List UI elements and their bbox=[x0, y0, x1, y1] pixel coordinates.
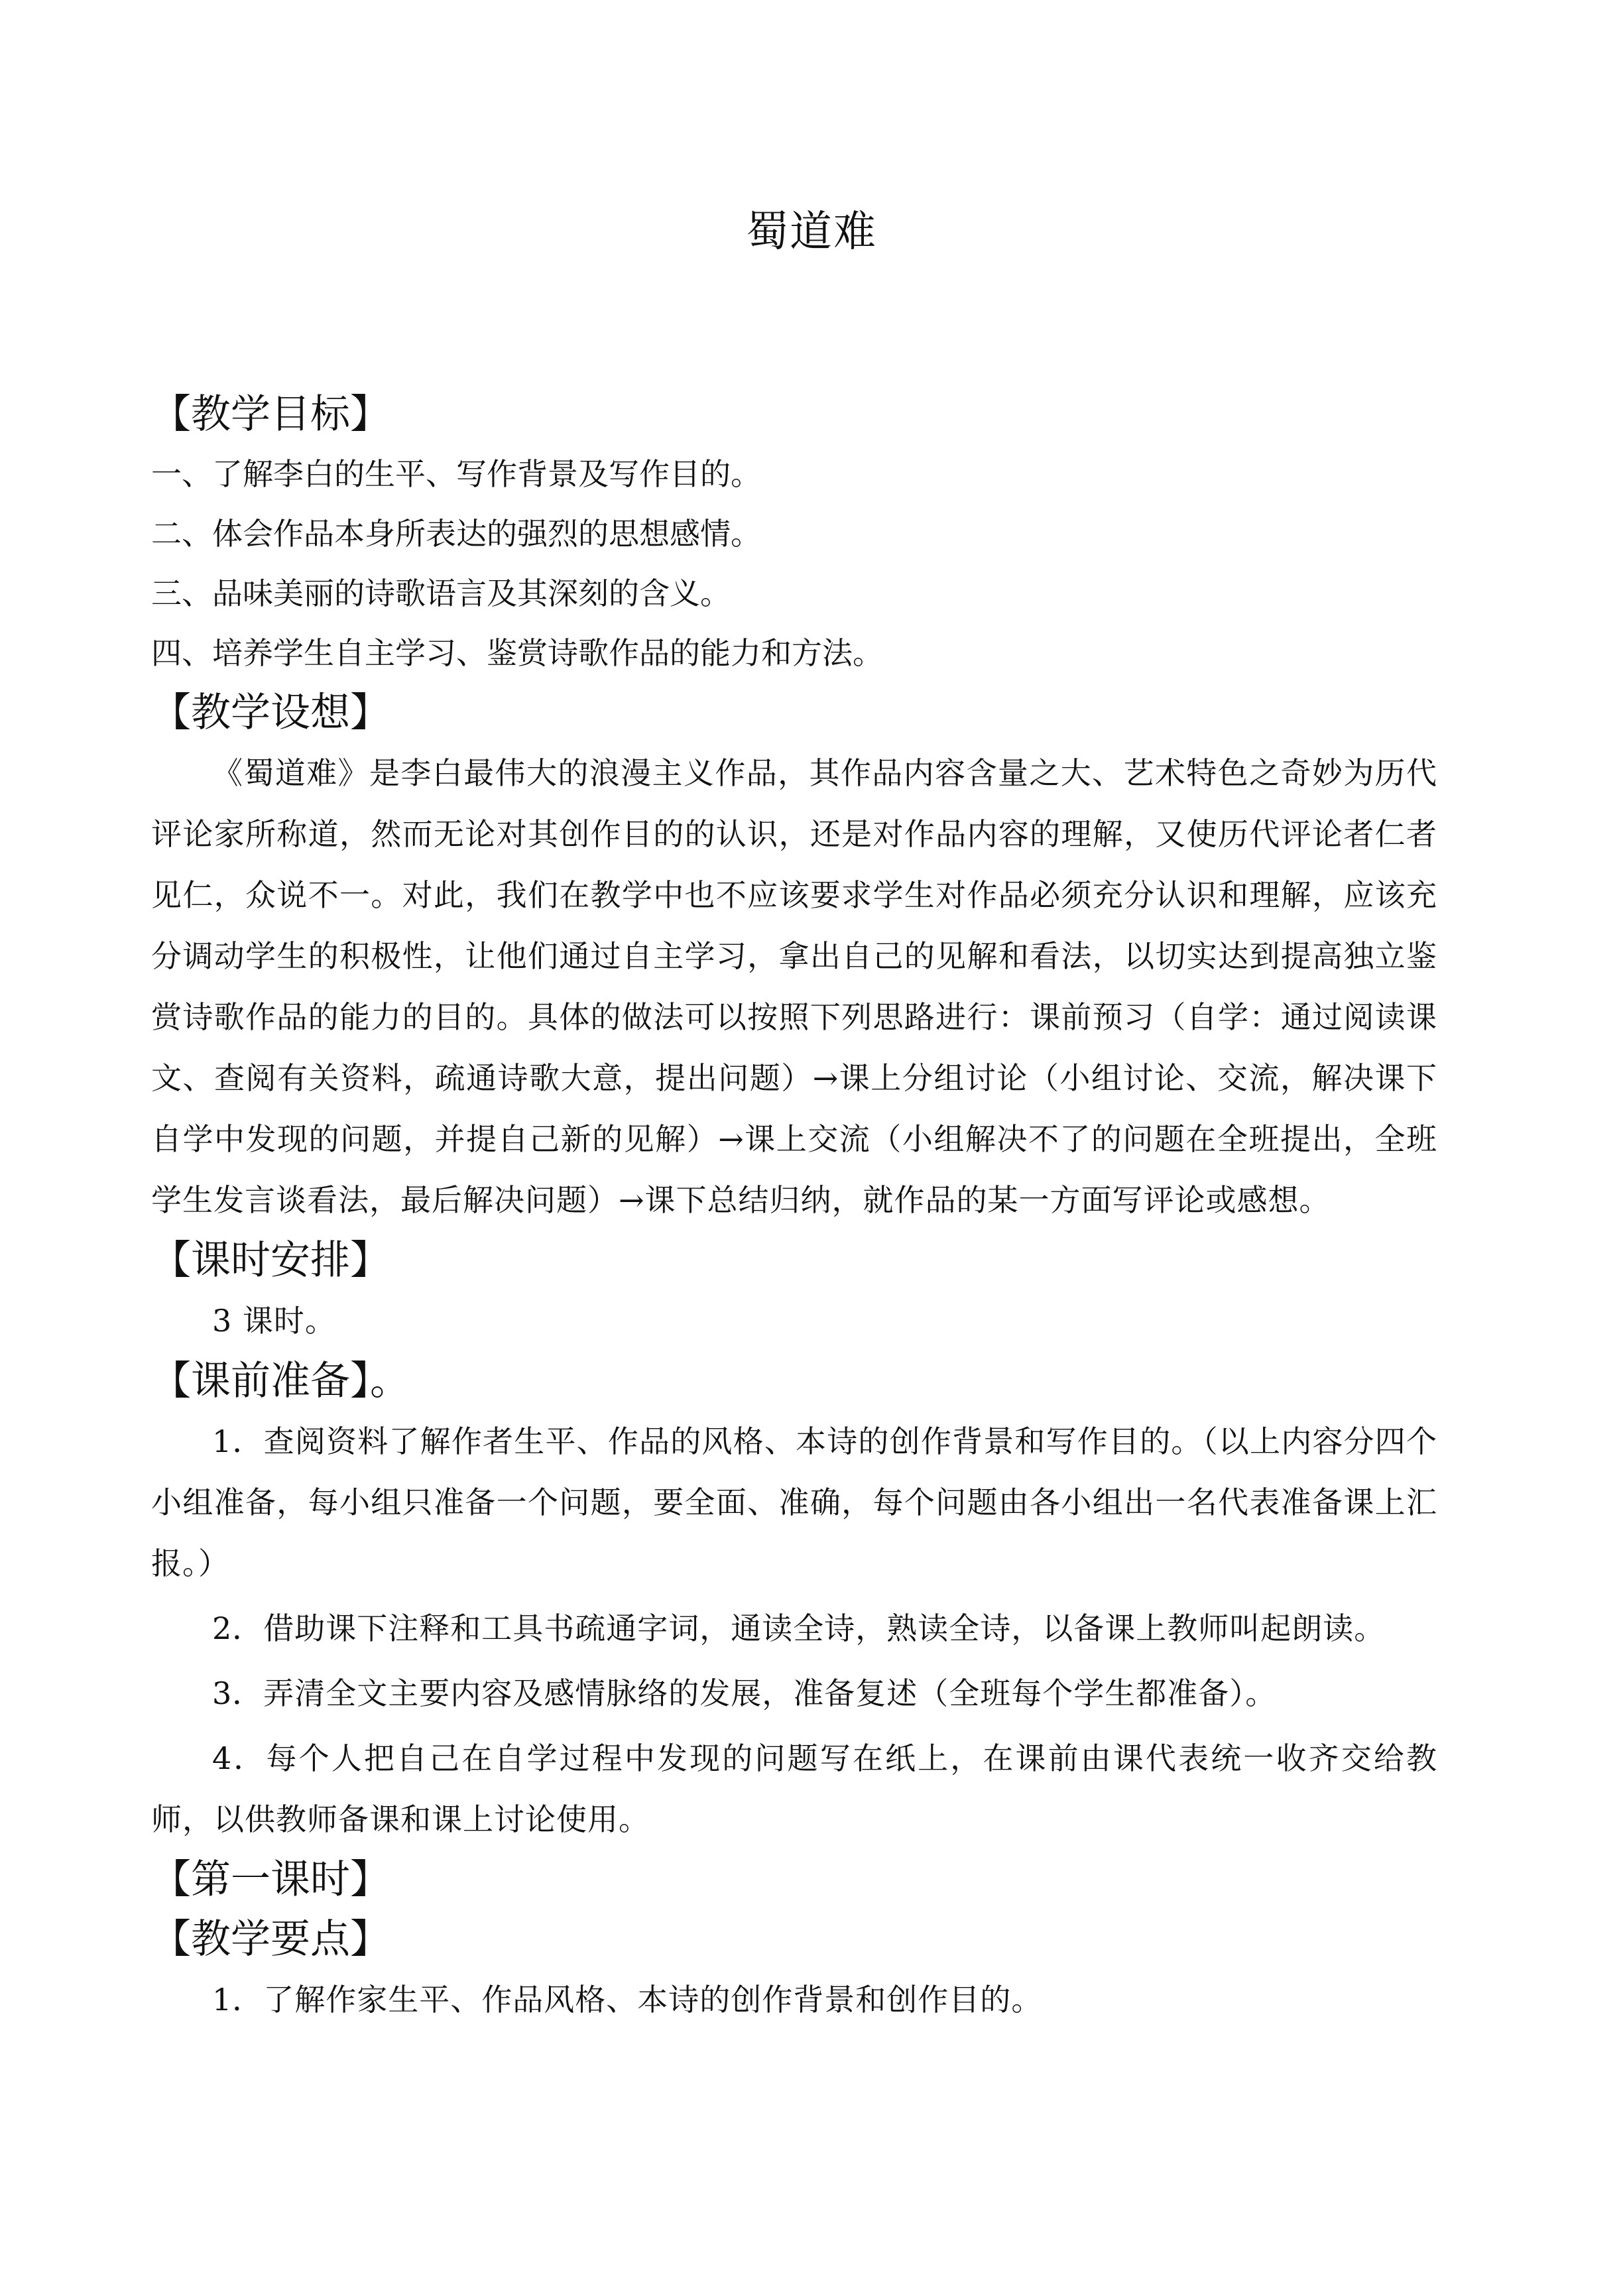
section-heading-keypoints: 【教学要点】 bbox=[151, 1916, 390, 1963]
schedule-text: 3 课时。 bbox=[212, 1303, 336, 1339]
section-heading-prep: 【课前准备】。 bbox=[151, 1358, 410, 1404]
prep-item: 1．查阅资料了解作者生平、作品的风格、本诗的创作背景和写作目的。（以上内容分四个小组准备，每小组只准备一个问题，要全面、准确，每个问题由各小组出一名代表准备课上汇报。） bbox=[151, 1423, 1437, 1581]
prep-item: 3．弄清全文主要内容及感情脉络的发展，准备复述（全班每个学生都准备）。 bbox=[212, 1675, 1277, 1711]
goal-item: 四、培养学生自主学习、鉴赏诗歌作品的能力和方法。 bbox=[151, 635, 883, 671]
section-heading-schedule: 【课时安排】 bbox=[151, 1237, 390, 1284]
document-title: 蜀道难 bbox=[746, 208, 877, 257]
prep-item: 2．借助课下注释和工具书疏通字词，通读全诗，熟读全诗，以备课上教师叫起朗读。 bbox=[212, 1610, 1386, 1646]
goal-item: 三、品味美丽的诗歌语言及其深刻的含义。 bbox=[151, 575, 731, 611]
keypoint-item: 1．了解作家生平、作品风格、本诗的创作背景和创作目的。 bbox=[212, 1982, 1043, 2018]
prep-item: 4．每个人把自己在自学过程中发现的问题写在纸上，在课前由课代表统一收齐交给教师，以供教师备课和课上讨论使用。 bbox=[151, 1740, 1437, 1837]
section-heading-goals: 【教学目标】 bbox=[151, 391, 390, 438]
section-heading-lesson1: 【第一课时】 bbox=[151, 1856, 390, 1903]
goal-item: 二、体会作品本身所表达的强烈的思想感情。 bbox=[151, 516, 761, 552]
document-body bbox=[151, 385, 1437, 2030]
section-heading-design: 【教学设想】 bbox=[151, 690, 390, 736]
goal-item: 一、了解李白的生平、写作背景及写作目的。 bbox=[151, 456, 761, 492]
design-paragraph: 《蜀道难》是李白最伟大的浪漫主义作品，其作品内容含量之大、艺术特色之奇妙为历代评论家所称道，然而无论对其创作目的的认识，还是对作品内容的理解，又使历代评论者仁者见仁，众说不一。对此，我们在教学中也不应该要求学生对作品必须充分认识和理解，应该充分调动学生的积极性，让他们通过自主学习，拿出自己的见解和看法，以切实达到提高独立鉴赏诗歌作品的能力的目的。具体的做法可以按照下列思路进行：课前预习（自学：通过阅读课文、查阅有关资料，疏通诗歌大意，提出问题）→课上分组讨论（小组讨论、交流，解决课下自学中发现的问题，并提自己新的见解）→课上交流（小组解决不了的问题在全班提出，全班学生发言谈看法，最后解决问题）→课下总结归纳，就作品的某一方面写评论或感想。 bbox=[151, 755, 1437, 1218]
